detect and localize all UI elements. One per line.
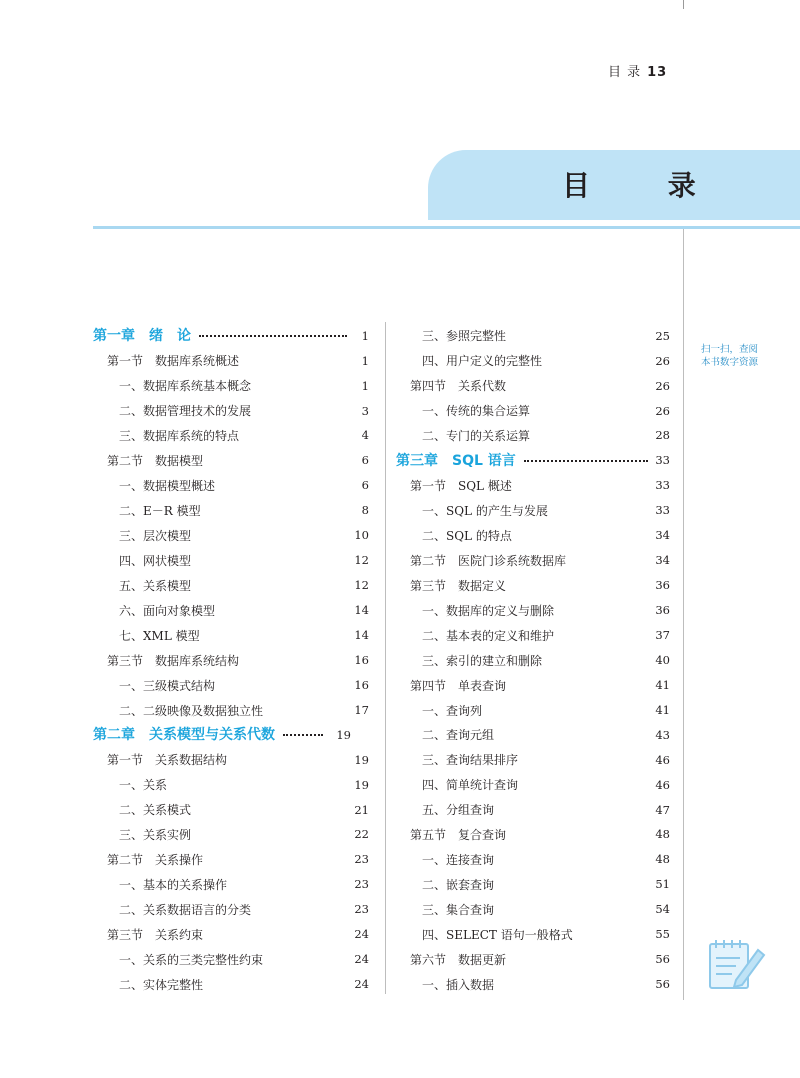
- toc-entry-title: 一、插入数据: [422, 977, 495, 992]
- toc-item: [396, 798, 670, 823]
- toc-section: [93, 748, 369, 773]
- toc-item: [93, 374, 369, 399]
- toc-entry-title: 六、面向对象模型: [119, 603, 216, 618]
- toc-chapter: [93, 324, 369, 349]
- toc-entry-title: 三、集合查询: [422, 903, 495, 918]
- toc-entry-title: 第四节 关系代数: [410, 379, 507, 394]
- toc-item: [396, 648, 670, 673]
- toc-entry-page: 23: [354, 877, 369, 892]
- toc-entry-page: 33: [655, 453, 670, 468]
- toc-entry-title: 一、数据模型概述: [119, 479, 216, 494]
- leader-dots: [524, 460, 648, 462]
- toc-entry-page: 19: [354, 777, 369, 792]
- toc-item: [396, 324, 670, 349]
- toc-item: [93, 474, 369, 499]
- toc-entry-page: 12: [354, 578, 369, 593]
- toc-entry-page: 26: [655, 403, 670, 418]
- toc-column-right: [396, 324, 670, 997]
- toc-entry-title: 一、查询列: [422, 703, 483, 718]
- toc-entry-page: 24: [354, 977, 369, 992]
- toc-entry-page: 23: [354, 902, 369, 917]
- toc-entry-title: 三、层次模型: [119, 528, 192, 543]
- toc-entry-title: 第一节 关系数据结构: [107, 753, 228, 768]
- toc-entry-title: 一、基本的关系操作: [119, 878, 228, 893]
- toc-entry-page: 1: [361, 378, 369, 393]
- toc-entry-title: 四、SELECT 语句一般格式: [422, 927, 573, 942]
- toc-item: [396, 399, 670, 424]
- toc-entry-title: 二、E－R 模型: [119, 504, 201, 519]
- toc-entry-title: 一、连接查询: [422, 853, 495, 868]
- toc-item: [93, 623, 369, 648]
- toc-entry-page: 33: [655, 503, 670, 518]
- toc-entry-page: 51: [655, 877, 670, 892]
- toc-entry-page: 12: [354, 553, 369, 568]
- toc-entry-title: 第三章 SQL 语言: [396, 453, 516, 470]
- side-note-line2: 本书数字资源: [701, 357, 759, 368]
- toc-entry-page: 46: [655, 752, 670, 767]
- toc-entry-title: 五、分组查询: [422, 803, 495, 818]
- toc-entry-title: 三、数据库系统的特点: [119, 429, 240, 444]
- toc-entry-title: 第二节 关系操作: [107, 853, 204, 868]
- toc-entry-title: 四、网状模型: [119, 553, 192, 568]
- toc-entry-title: 七、XML 模型: [119, 628, 200, 643]
- toc-entry-title: 一、数据库的定义与删除: [422, 603, 555, 618]
- toc-entry-page: 56: [655, 952, 670, 967]
- notebook-pen-icon: [706, 936, 768, 996]
- toc-entry-page: 8: [361, 503, 369, 518]
- toc-entry-title: 一、SQL 的产生与发展: [422, 504, 548, 519]
- toc-chapter: [93, 723, 369, 748]
- page-title: 目 录: [562, 169, 730, 202]
- toc-entry-title: 二、专门的关系运算: [422, 429, 531, 444]
- toc-item: [93, 823, 369, 848]
- toc-entry-title: 第四节 单表查询: [410, 678, 507, 693]
- toc-section: [396, 474, 670, 499]
- toc-section: [93, 349, 369, 374]
- toc-entry-page: 14: [354, 603, 369, 618]
- toc-entry-page: 24: [354, 927, 369, 942]
- toc-item: [396, 723, 670, 748]
- toc-entry-title: 二、关系数据语言的分类: [119, 903, 252, 918]
- toc-entry-title: 一、数据库系统基本概念: [119, 379, 252, 394]
- toc-item: [93, 773, 369, 798]
- toc-section: [396, 673, 670, 698]
- toc-item: [93, 947, 369, 972]
- toc-item: [396, 623, 670, 648]
- toc-item: [93, 524, 369, 549]
- toc-chapter: [396, 449, 670, 474]
- toc-entry-title: 一、传统的集合运算: [422, 404, 531, 419]
- toc-entry-title: 第三节 关系约束: [107, 927, 204, 942]
- toc-section: [396, 374, 670, 399]
- toc-item: [396, 898, 670, 923]
- toc-entry-title: 一、关系: [119, 778, 168, 793]
- toc-entry-title: 二、二级映像及数据独立性: [119, 703, 264, 718]
- toc-entry-title: 二、嵌套查询: [422, 878, 495, 893]
- toc-entry-title: 一、关系的三类完整性约束: [119, 952, 264, 967]
- toc-section: [396, 823, 670, 848]
- toc-entry-page: 19: [336, 727, 351, 742]
- toc-entry-title: 三、查询结果排序: [422, 753, 519, 768]
- toc-section: [93, 648, 369, 673]
- toc-item: [396, 748, 670, 773]
- toc-entry-page: 19: [354, 752, 369, 767]
- toc-item: [396, 773, 670, 798]
- toc-item: [93, 548, 369, 573]
- toc-entry-page: 10: [354, 528, 369, 543]
- toc-entry-page: 34: [655, 528, 670, 543]
- toc-entry-title: 第二章 关系模型与关系代数: [93, 727, 275, 744]
- toc-entry-page: 47: [655, 802, 670, 817]
- toc-entry-title: 第一节 SQL 概述: [410, 479, 512, 494]
- toc-entry-page: 24: [354, 952, 369, 967]
- header-rule: [93, 226, 800, 229]
- toc-entry-title: 三、关系实例: [119, 828, 192, 843]
- toc-entry-title: 第六节 数据更新: [410, 952, 507, 967]
- toc-item: [93, 873, 369, 898]
- toc-entry-title: 四、简单统计查询: [422, 778, 519, 793]
- toc-entry-title: 三、索引的建立和删除: [422, 653, 543, 668]
- toc-entry-title: 第三节 数据定义: [410, 578, 507, 593]
- toc-item: [93, 673, 369, 698]
- toc-item: [93, 972, 369, 997]
- toc-entry-page: 16: [354, 652, 369, 667]
- toc-item: [396, 598, 670, 623]
- toc-item: [396, 524, 670, 549]
- toc-entry-page: 4: [361, 428, 369, 443]
- toc-item: [396, 698, 670, 723]
- toc-section: [396, 548, 670, 573]
- toc-entry-title: 二、关系模式: [119, 803, 192, 818]
- toc-entry-page: 28: [655, 428, 670, 443]
- toc-item: [93, 698, 369, 723]
- toc-entry-page: 26: [655, 353, 670, 368]
- toc-entry-title: 第二节 数据模型: [107, 454, 204, 469]
- toc-entry-page: 41: [655, 702, 670, 717]
- toc-column-left: [93, 324, 369, 997]
- toc-section: [396, 573, 670, 598]
- toc-entry-page: 48: [655, 827, 670, 842]
- toc-entry-title: 二、查询元组: [422, 728, 495, 743]
- toc-entry-page: 41: [655, 677, 670, 692]
- toc-entry-page: 25: [655, 328, 670, 343]
- toc-section: [93, 923, 369, 948]
- leader-dots: [283, 734, 323, 736]
- toc-item: [396, 499, 670, 524]
- side-note-line1: 扫一扫，查阅: [701, 344, 759, 355]
- toc-entry-page: 22: [354, 827, 369, 842]
- toc-entry-page: 21: [354, 802, 369, 817]
- toc-section: [93, 848, 369, 873]
- toc-item: [396, 873, 670, 898]
- toc-item: [396, 923, 670, 948]
- toc-entry-title: 第三节 数据库系统结构: [107, 653, 240, 668]
- toc-entry-page: 1: [361, 328, 369, 343]
- toc-item: [93, 598, 369, 623]
- toc-section: [396, 947, 670, 972]
- toc-item: [396, 848, 670, 873]
- toc-entry-page: 37: [655, 627, 670, 642]
- toc-entry-page: 48: [655, 852, 670, 867]
- toc-entry-title: 第一节 数据库系统概述: [107, 354, 240, 369]
- running-head: [608, 61, 667, 80]
- toc-entry-page: 33: [655, 478, 670, 493]
- toc-entry-page: 1: [361, 353, 369, 368]
- toc-entry-page: 46: [655, 777, 670, 792]
- toc-item: [396, 424, 670, 449]
- running-head-title: 目 录: [608, 65, 642, 80]
- margin-divider: [683, 229, 684, 1000]
- toc-entry-page: 3: [361, 403, 369, 418]
- toc-entry-title: 三、参照完整性: [422, 329, 507, 344]
- toc-entry-page: 17: [354, 702, 369, 717]
- column-divider: [385, 322, 386, 994]
- toc-entry-title: 第二节 医院门诊系统数据库: [410, 553, 567, 568]
- toc-entry-page: 56: [655, 977, 670, 992]
- toc-entry-page: 23: [354, 852, 369, 867]
- toc-item: [93, 798, 369, 823]
- toc-entry-page: 36: [655, 578, 670, 593]
- toc-entry-page: 55: [655, 927, 670, 942]
- toc-entry-page: 6: [361, 453, 369, 468]
- toc-entry-page: 34: [655, 553, 670, 568]
- toc-section: [93, 449, 369, 474]
- toc-item: [93, 573, 369, 598]
- toc-entry-page: 43: [655, 727, 670, 742]
- toc-entry-title: 二、基本表的定义和维护: [422, 628, 555, 643]
- toc-entry-page: 26: [655, 378, 670, 393]
- toc-entry-title: 第一章 绪 论: [93, 328, 191, 345]
- toc-entry-title: 第五节 复合查询: [410, 828, 507, 843]
- toc-entry-page: 16: [354, 677, 369, 692]
- toc-item: [396, 349, 670, 374]
- toc-entry-title: 二、SQL 的特点: [422, 528, 512, 543]
- toc-entry-page: 36: [655, 603, 670, 618]
- crop-mark: [683, 0, 684, 9]
- toc-entry-title: 二、数据管理技术的发展: [119, 404, 252, 419]
- leader-dots: [199, 335, 347, 337]
- toc-item: [93, 424, 369, 449]
- toc-entry-title: 二、实体完整性: [119, 977, 204, 992]
- toc-entry-page: 40: [655, 652, 670, 667]
- toc-item: [93, 898, 369, 923]
- side-note: [701, 343, 783, 369]
- toc-entry-title: 四、用户定义的完整性: [422, 354, 543, 369]
- toc-entry-page: 54: [655, 902, 670, 917]
- toc-entry-page: 14: [354, 627, 369, 642]
- toc-item: [396, 972, 670, 997]
- page-number: 13: [647, 65, 668, 80]
- toc-entry-title: 五、关系模型: [119, 578, 192, 593]
- toc-entry-page: 6: [361, 478, 369, 493]
- toc-item: [93, 399, 369, 424]
- toc-entry-title: 一、三级模式结构: [119, 678, 216, 693]
- toc-item: [93, 499, 369, 524]
